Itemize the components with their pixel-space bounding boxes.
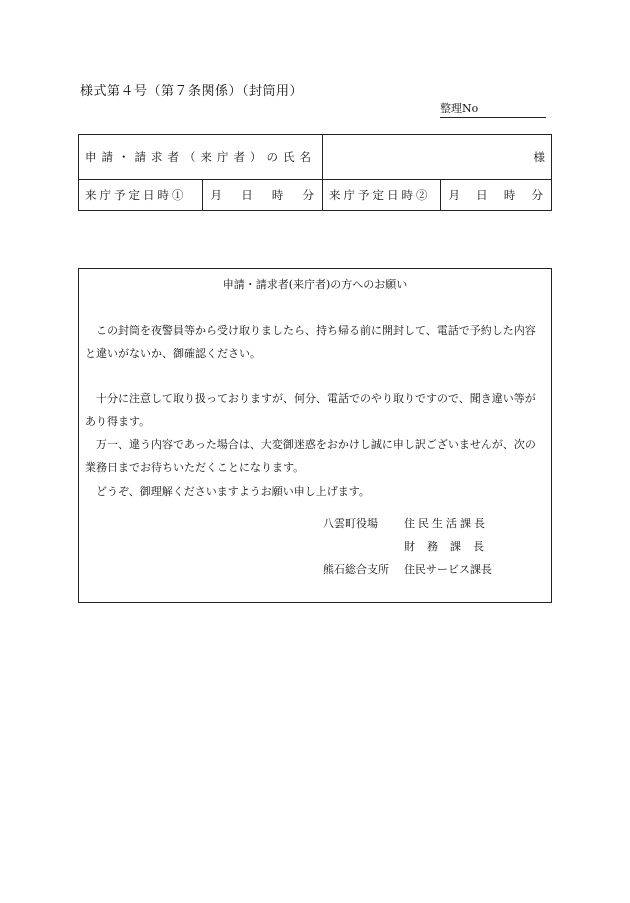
honorific-text: 様 [533, 150, 545, 164]
minute-unit: 分 [531, 188, 543, 202]
notice-paragraph-1: この封筒を夜警員等から受け取りましたら、持ち帰る前に開封して、電話で予約した内容と違いがないか、御確認ください。 [85, 324, 536, 360]
section-resident-service: 住民サービス課長 [404, 563, 492, 576]
hour-unit: 時 [503, 188, 516, 202]
visit-time-2-field [440, 180, 551, 211]
section-resident-life: 住民生活課長 [404, 517, 488, 530]
notice-paragraph-3: 万一、違う内容であった場合は、大変御迷惑をおかけし誠に申し訳ございませんが、次の業務日までお待ちいただくことになります。 [85, 438, 536, 474]
notice-box [78, 268, 552, 603]
visit-time-1-field [202, 180, 322, 211]
applicant-name-field [323, 135, 552, 180]
reference-number-field: 整理No [440, 100, 546, 118]
notice-paragraph-2: 十分に注意して取り扱っておりますが、何分、電話でのやり取りですので、聞き違い等があり得ます。 [85, 392, 536, 428]
notice-title: 申請・請求者(来庁者)の方へのお願い [222, 278, 408, 291]
notice-paragraph-4: どうぞ、御理解くださいますようお願い申し上げます。 [85, 485, 370, 498]
office-name-kumaishi: 熊石総合支所 [323, 563, 389, 576]
hour-unit: 時 [271, 188, 284, 202]
visit-time-2-label: 来庁予定日時② [323, 180, 441, 211]
month-unit: 月 [210, 188, 223, 202]
visit-info-table [78, 134, 552, 211]
applicant-row [79, 135, 552, 180]
form-number: 様式第４号（第７条関係）（封筒用） [80, 84, 304, 99]
day-unit: 日 [241, 188, 253, 202]
office-name-yakumo: 八雲町役場 [323, 517, 378, 530]
minute-unit: 分 [302, 188, 314, 202]
visit-time-1-label: 来庁予定日時① [79, 180, 203, 211]
visit-row [79, 180, 552, 211]
section-finance: 財務課長 [404, 540, 496, 553]
day-unit: 日 [476, 188, 488, 202]
applicant-name-label: 申請・請求者（来庁者）の氏名 [79, 135, 323, 180]
month-unit: 月 [448, 188, 461, 202]
